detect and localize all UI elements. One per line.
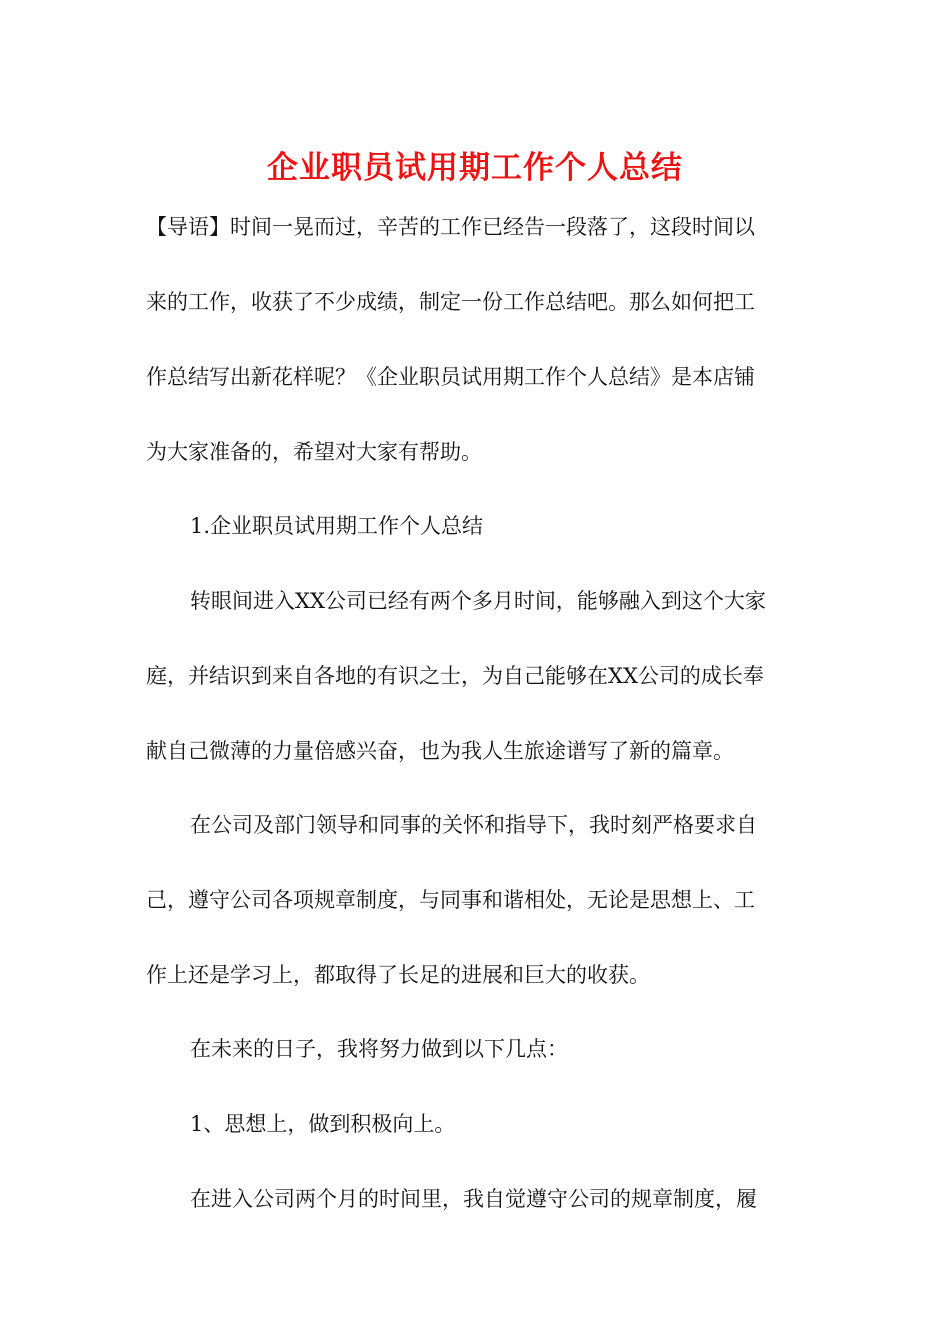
body-line: 己，遵守公司各项规章制度，与同事和谐相处，无论是思想上、工 — [146, 888, 755, 912]
document-title: 企业职员试用期工作个人总结 — [267, 150, 683, 186]
body-line: 在进入公司两个月的时间里，我自觉遵守公司的规章制度，履 — [190, 1187, 757, 1211]
body-line: 庭，并结识到来自各地的有识之士，为自己能够在XX公司的成长奉 — [146, 664, 764, 688]
body-line: 【导语】时间一晃而过，辛苦的工作已经告一段落了，这段时间以 — [146, 215, 755, 239]
body-line: 作上还是学习上，都取得了长足的进展和巨大的收获。 — [146, 963, 650, 987]
section-heading: 1.企业职员试用期工作个人总结 — [190, 514, 484, 538]
body-line: 为大家准备的，希望对大家有帮助。 — [146, 440, 482, 464]
body-line: 在公司及部门领导和同事的关怀和指导下，我时刻严格要求自 — [190, 813, 757, 837]
list-item: 1、思想上，做到积极向上。 — [190, 1112, 456, 1136]
body-line: 作总结写出新花样呢？《企业职员试用期工作个人总结》是本店铺 — [146, 365, 755, 389]
body-line: 献自己微薄的力量倍感兴奋，也为我人生旅途谱写了新的篇章。 — [146, 739, 734, 763]
body-line: 来的工作，收获了不少成绩，制定一份工作总结吧。那么如何把工 — [146, 290, 755, 314]
body-line: 转眼间进入XX公司已经有两个多月时间，能够融入到这个大家 — [190, 589, 766, 613]
body-line: 在未来的日子，我将努力做到以下几点： — [190, 1037, 568, 1061]
